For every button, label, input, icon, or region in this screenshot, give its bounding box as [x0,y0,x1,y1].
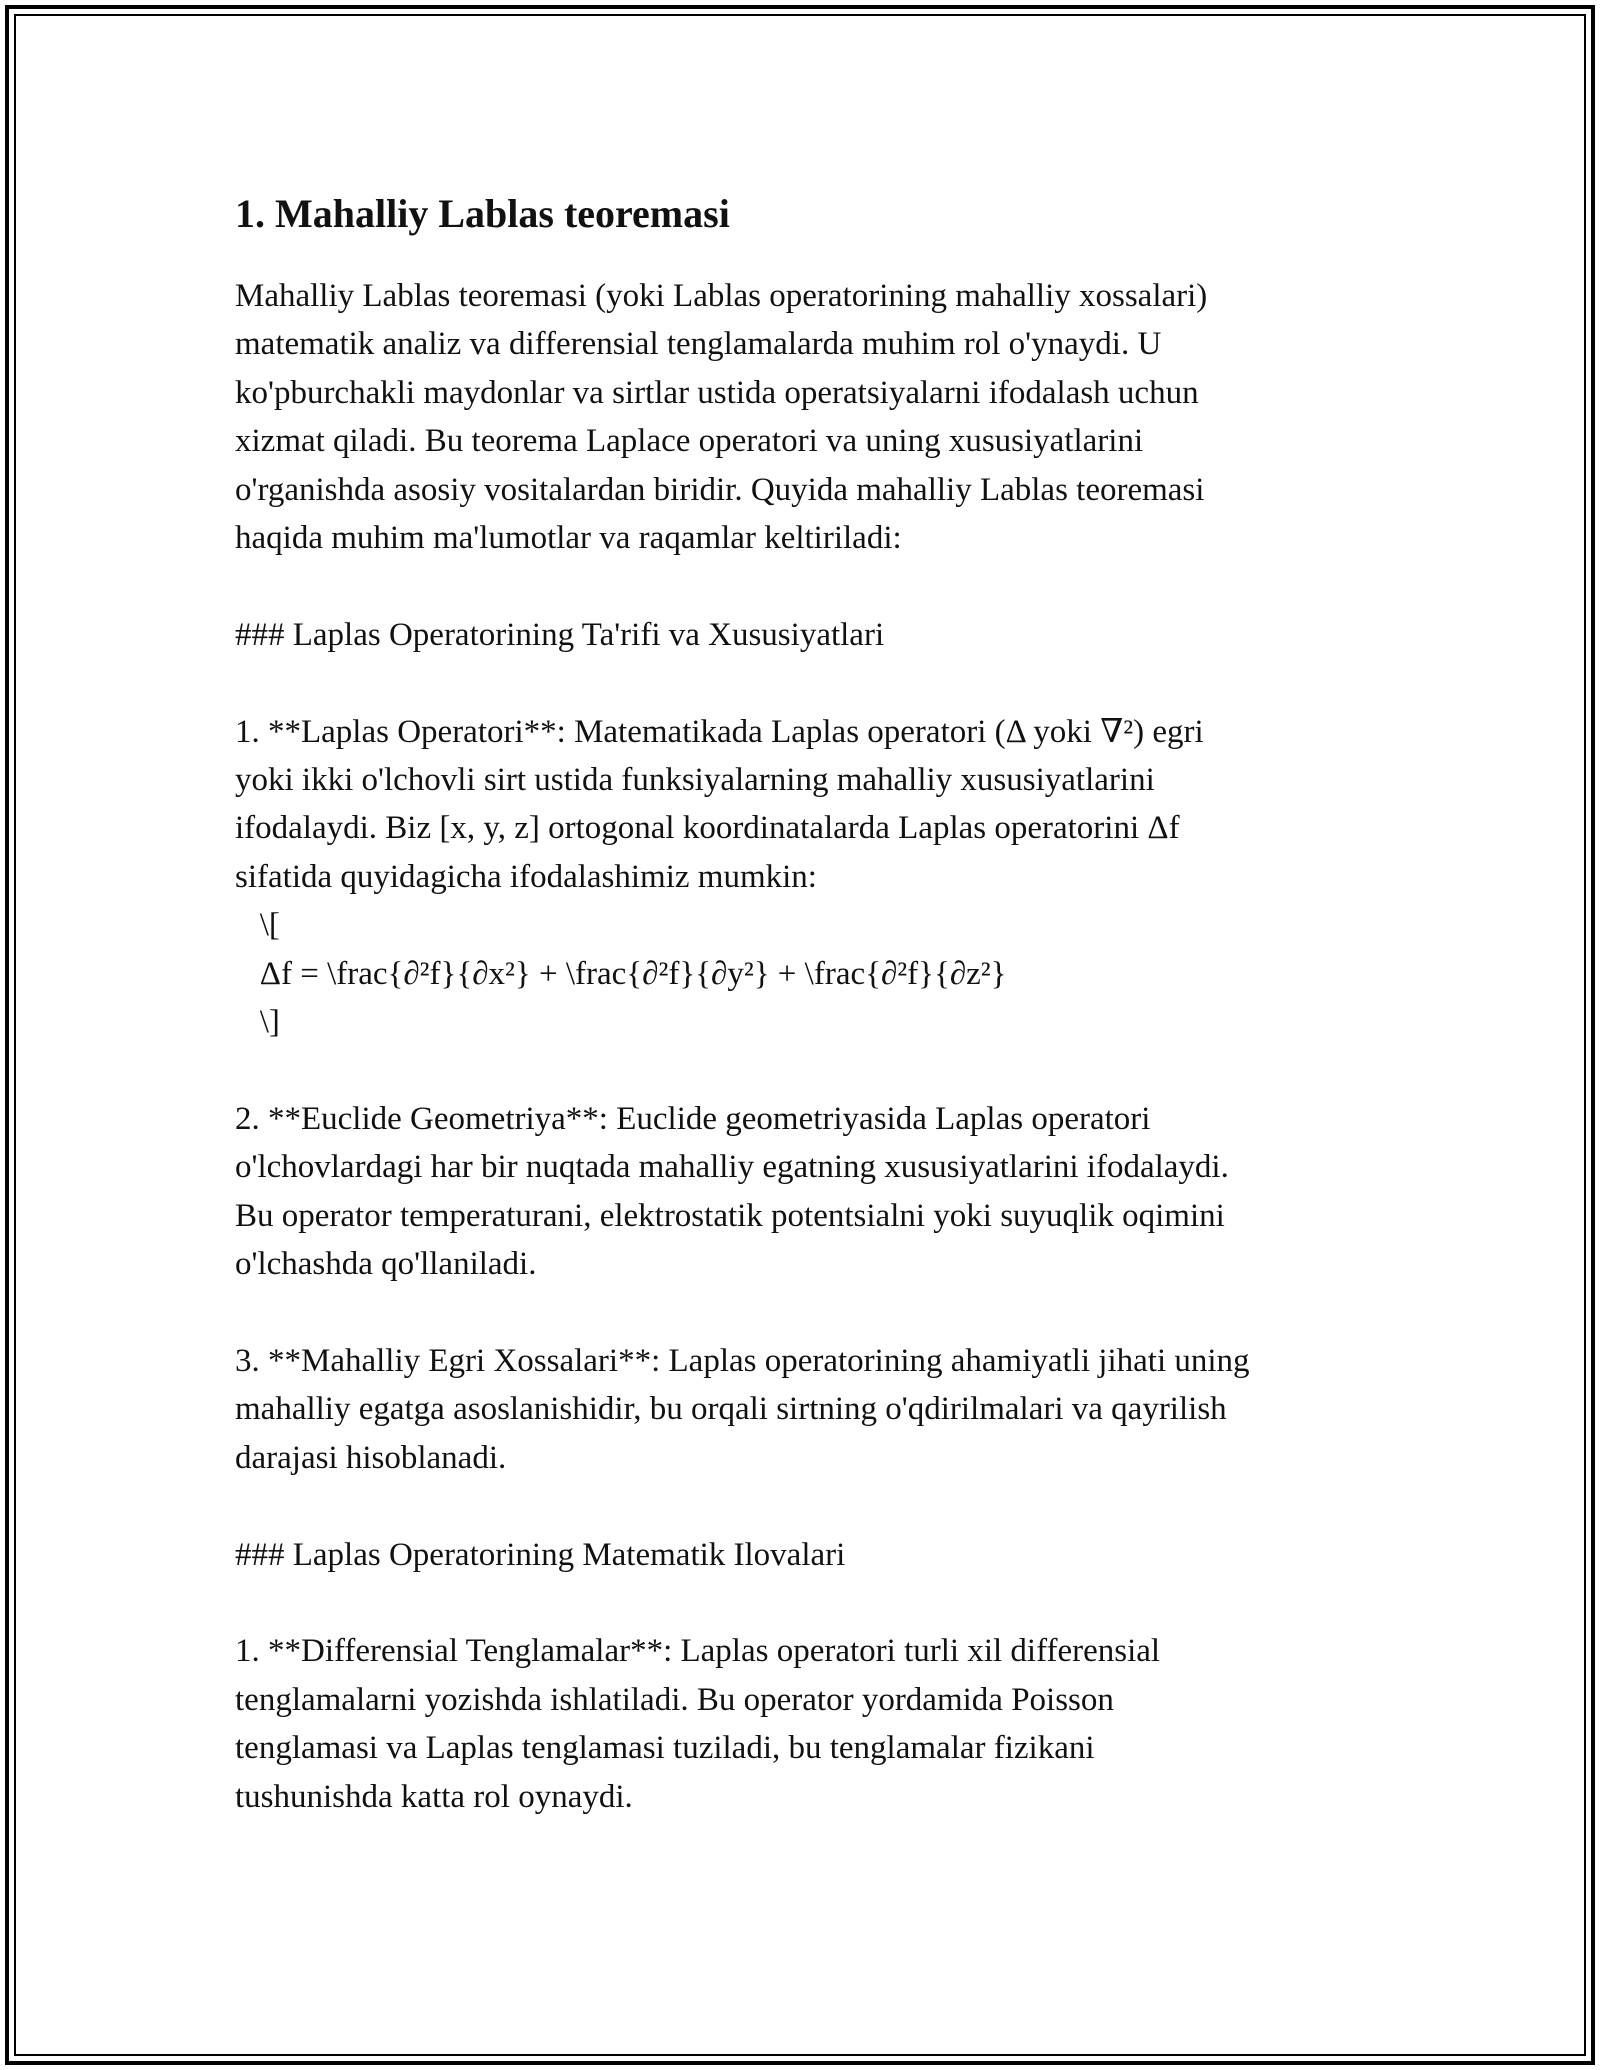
document-content [235,190,1375,1821]
document-title: 1. Mahalliy Lablas teoremasi [235,191,730,236]
document-body: Mahalliy Lablas teoremasi (yoki Lablas operatorining mahalliy xossalari) matematik analiz va differensial tenglamalarda muhim rol o'ynaydi. U ko'pburchakli maydonlar va sirtlar ustida operatsiyalarni ifodalash uchun xizmat qiladi. Bu teorema Laplace operatori va uning xususiyatlarini o'rganishda asosiy vositalardan biridir. Quyida mahalliy Lablas teoremasi haqida muhim ma'lumotlar va raqamlar keltiriladi: ### Laplas Operatorining Ta'rifi va Xususiyatlari 1. **Laplas Operatori**: Matematikada Laplas operatori (Δ yoki ∇²) egri yoki ikki o'lchovli sirt ustida funksiyalarning mahalliy xususiyatlarini ifodalaydi. Biz [x, y, z] ortogonal koordinatalarda Laplas operatorini Δf sifatida quyidagicha ifodalashimiz mumkin: \[ Δf = \frac{∂²f}{∂x²} + \frac{∂²f}{∂y²} + \frac{∂²f}{∂z²} \] 2. **Euclide Geometriya**: Euclide geometriyasida Laplas operatori o'lchovlardagi har bir nuqtada mahalliy egatning xususiyatlarini ifodalaydi. Bu operator temperaturani, elektrostatik potentsialni yoki suyuqlik oqimini o'lchashda qo'llaniladi. 3. **Mahalliy Egri Xossalari**: Laplas operatorining ahamiyatli jihati uning mahalliy egatga asoslanishidir, bu orqali sirtning o'qdirilmalari va qayrilish darajasi hisoblanadi. ### Laplas Operatorining Matematik Ilovalari 1. **Differensial Tenglamalar**: Laplas operatori turli xil differensial tenglamalarni yozishda ishlatiladi. Bu operator yordamida Poisson tenglamasi va Laplas tenglamasi tuziladi, bu tenglamalar fizikani tushunishda katta rol oynaydi. [235,278,1250,1815]
